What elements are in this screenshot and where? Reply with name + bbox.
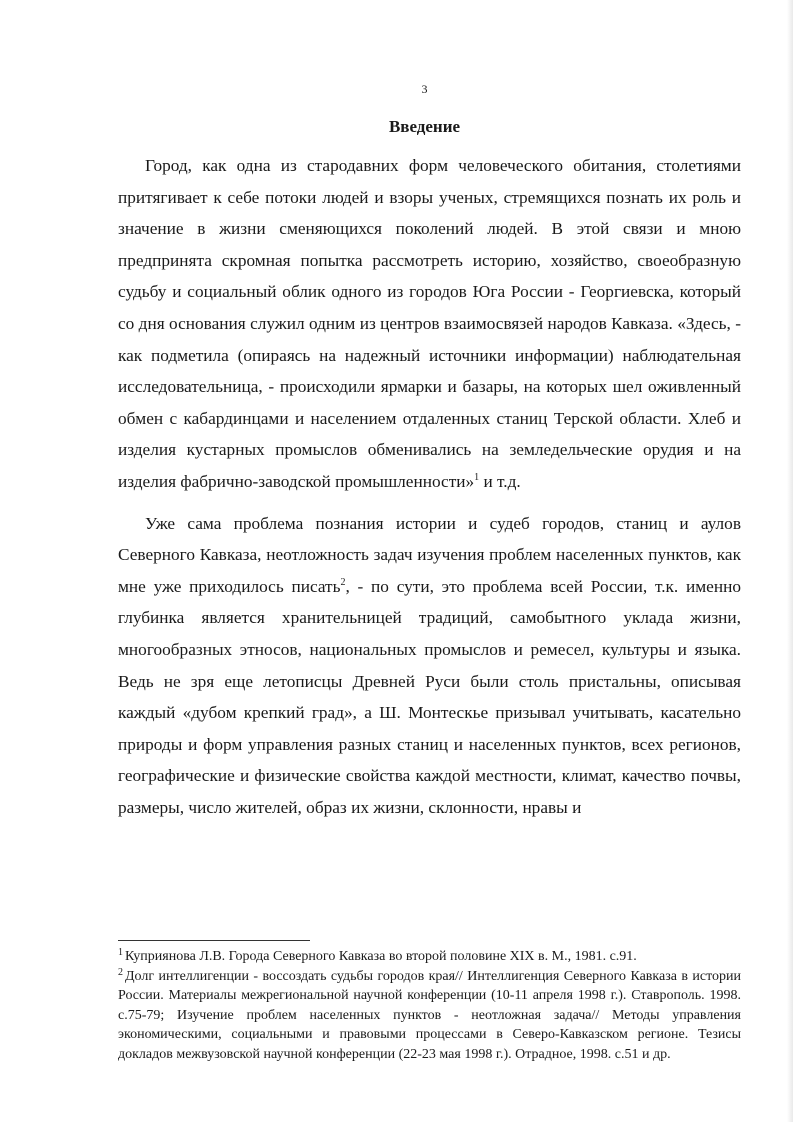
footnote-mark: 1 [118, 947, 123, 958]
section-heading: Введение [388, 117, 461, 136]
footnote-1 [118, 947, 741, 967]
paragraph-intro [118, 150, 741, 498]
paragraph-tail: и т.д. [479, 471, 521, 491]
body-text [118, 150, 741, 823]
footnote-reference: 2 [340, 576, 346, 588]
footnote-text: Куприянова Л.В. Города Северного Кавказа во второй половине XIX в. М., 1981. с.91. [125, 949, 637, 964]
paragraph-second [118, 508, 741, 824]
footnote-text: Долг интеллигенции - воссоздать судьбы городов края// Интеллигенция Северного Кавказа в истории России. Материалы межрегиональной научной конференции (10-11 апреля 1998 г.). Ставрополь. 1998. с.75-79; Изучение проблем населенных пунктов - неотложная задача// Методы управления экономическими, социальными и правовыми процессами в Северо-Кавказском регионе. Тезисы докладов межвузовской научной конференции (22-23 мая 1998 г.). Отрадное, 1998. с.51 и др. [118, 968, 741, 1062]
paragraph-text: Уже сама проблема познания истории и судеб городов, станиц и аулов Северного Кавказа, неотложность задач изучения проблем населенных пунктов, как мне уже приходилось писать [118, 513, 741, 596]
footnotes [118, 947, 741, 1064]
footnote-mark: 2 [118, 966, 123, 978]
page-edge-shadow [787, 0, 793, 1122]
paragraph-tail: , - по сути, это проблема всей России, т.к. именно глубинка является хранительницей традиций, самобытного уклада жизни, многообразных этносов, национальных промыслов и ремесел, культуры и языка. Ведь не зря еще летописцы Древней Руси были столь пристальны, описывая каждый «дубом крепкий град», а Ш. Монтескье призывал учитывать, касательно природы и форм управления разных станиц и населенных пунктов, всех регионов, географические и физические свойства каждой местности, климат, качество почвы, размеры, число жителей, образ их жизни, склонности, нравы и [118, 576, 741, 817]
page-number: 3 [421, 82, 428, 96]
footnote-separator [118, 940, 310, 941]
footnote-2 [118, 967, 741, 1065]
footnote-reference: 1 [474, 471, 480, 483]
paragraph-text: Город, как одна из стародавних форм человеческого обитания, столетиями притягивает к себе потоки людей и взоры ученых, стремящихся познать их роль и значение в жизни сменяющихся поколений людей. В этой связи и мною предпринята скромная попытка рассмотреть историю, хозяйство, своеобразную судьбу и социальный облик одного из городов Юга России - Георгиевска, который со дня основания служил одним из центров взаимосвязей народов Кавказа. «Здесь, - как подметила (опираясь на надежный источники информации) наблюдательная исследовательница, - происходили ярмарки и базары, на которых шел оживленный обмен с кабардинцами и населением отдаленных станиц Терской области. Хлеб и изделия кустарных промыслов обменивались на земледельческие орудия и на изделия фабрично-заводской промышленности» [118, 156, 741, 491]
